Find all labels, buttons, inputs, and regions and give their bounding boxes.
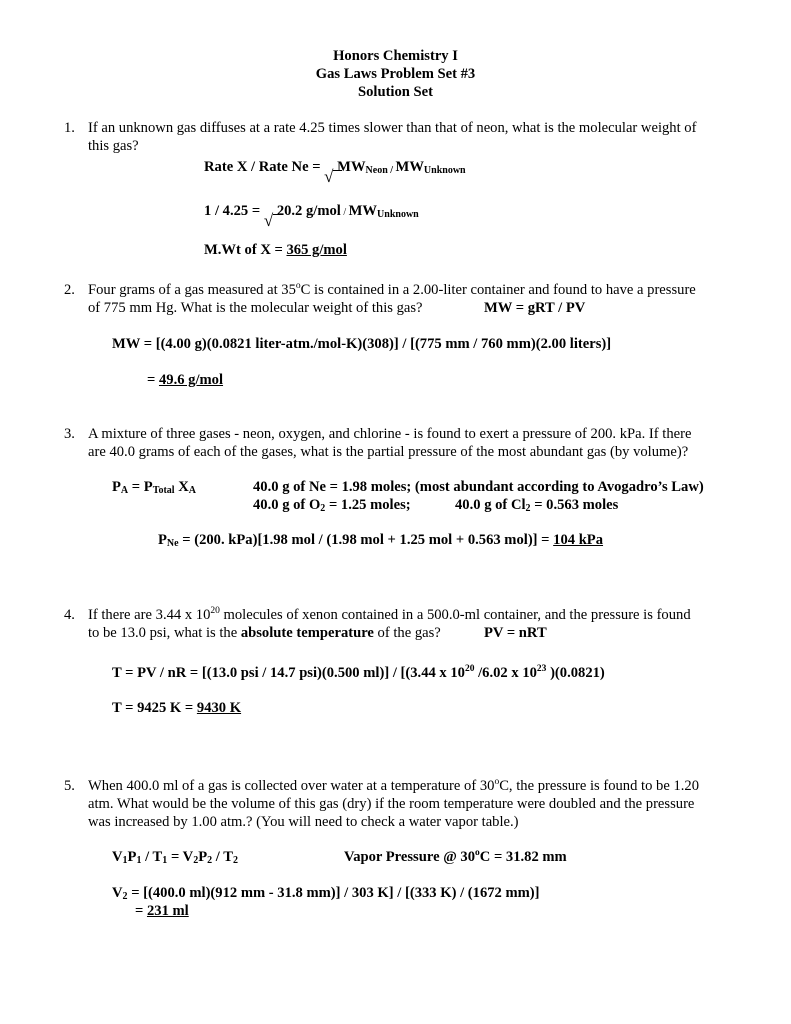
problem-2-question-line-2: of 775 mm Hg. What is the molecular weight of this gas? [88, 300, 423, 316]
answer-value: 231 ml [146, 903, 189, 919]
problem-3-question-line-2: are 40.0 grams of each of the gases, what is the partial pressure of the most abundant gas (by volume)? [88, 444, 689, 460]
problem-5-question-line-3: was increased by 1.00 atm.? (You will need to check a water vapor table.) [88, 814, 519, 830]
problem-5-formula: $V_1P_1 / T_1 = V_2P_2 / T_2$ [112, 849, 238, 866]
problem-1-question-line-2: this gas? [88, 138, 139, 154]
problem-3-oxygen-moles: 40.0 g of $O_2 = 1.25$ moles; [253, 497, 411, 514]
answer-value: 9430 K [196, 700, 242, 716]
answer-value: 365 g/mol [286, 242, 347, 258]
problem-1-equation-2: 1 / 4.25 = √ 20.2 $g/mol / MW_{Unknown}$ [204, 203, 419, 230]
problem-3-calculation: $P_{Ne} = (200$. kPa)[1.98 mol / (1.98 mol + 1.25 mol + 0.563 mol)] = 104 kPa [158, 532, 604, 549]
document-title: Honors Chemistry I [333, 48, 458, 64]
problem-4-answer: T = 9425 K = 9430 K [112, 700, 242, 716]
problem-5-question-line-1: When 400.0 ml of a gas is collected over water at a temperature of 30$^o$C, the pressure is found to be 1.20 [88, 777, 700, 794]
equation-2-lhs: 1 / 4.25 = [204, 203, 261, 219]
problem-3-number: 3. [64, 426, 75, 442]
problem-4-question-line-1: If there are 3.44 x $10^{20}$ molecules of xenon contained in a 500.0-ml container, and the pressure is found [88, 606, 691, 623]
answer-value: 49.6 g/mol [158, 372, 224, 388]
problem-3-neon-moles: 40.0 g of Ne = 1.98 moles; (most abundant according to Avogadro’s Law) [253, 479, 704, 495]
problem-2-calculation: MW = [(4.00 g)(0.0821 liter-atm./mol-K)(308)] / [(775 mm / 760 mm)(2.00 liters)] [112, 336, 612, 352]
problem-1-number: 1. [64, 120, 75, 136]
problem-5-calculation: $V_2 = [(400.0$ ml)(912 mm - 31.8 mm)] / 303 K] / [(333 K) / (1672 mm)] [112, 885, 540, 902]
document-subtitle-2: Solution Set [357, 84, 433, 100]
equation-1-lhs: Rate X / Rate Ne = [204, 159, 321, 175]
problem-4-formula: PV = nRT [484, 625, 547, 641]
problem-3-chlorine-moles: 40.0 g of $Cl_2 = 0.563$ moles [455, 497, 619, 514]
problem-5-number: 5. [64, 778, 75, 794]
problem-3-formula: $P_A = P_{Total}$ $X_A$ [112, 479, 196, 496]
problem-1-question-line-1: If an unknown gas diffuses at a rate 4.25 times slower than that of neon, what is the molecular weight of [88, 120, 697, 136]
problem-2-number: 2. [64, 282, 75, 298]
problem-5-question-line-2: atm. What would be the volume of this gas (dry) if the room temperature were doubled and the pressure [88, 796, 695, 812]
document-subtitle: Gas Laws Problem Set #3 [315, 66, 476, 82]
problem-2-question-line-1: Four grams of a gas measured at 35$^o$C is contained in a 2.00-liter container and found to have a pressure [88, 281, 696, 298]
problem-4-calculation: T = PV / nR = [(13.0 psi / 14.7 psi)(0.500 ml)] / [(3.44 x $10^{20}$ /6.02 x $10^{23}$ )(0.0821) [112, 664, 605, 681]
answer-value: 104 kPa [553, 532, 604, 548]
problem-4-number: 4. [64, 607, 75, 623]
problem-3-question-line-1: A mixture of three gases - neon, oxygen, and chlorine - is found to exert a pressure of 200. kPa. If there [88, 426, 692, 442]
problem-4-question-line-2: to be 13.0 psi, what is the absolute temperature of the gas? [88, 625, 441, 641]
problem-5-answer: = 231 ml [135, 903, 189, 919]
problem-5-vapor-pressure: Vapor Pressure @ $30^oC = 31.82$ mm [344, 848, 567, 865]
problem-1-equation-1: Rate X / Rate Ne = √ $MW_{Neon /}$ $MW_{Unknown}$ [204, 159, 466, 186]
problem-2-answer: = 49.6 g/mol [147, 372, 224, 388]
problem-2-formula: MW = gRT / PV [484, 300, 586, 316]
problem-1-answer: M.Wt of X = 365 g/mol [204, 242, 347, 258]
